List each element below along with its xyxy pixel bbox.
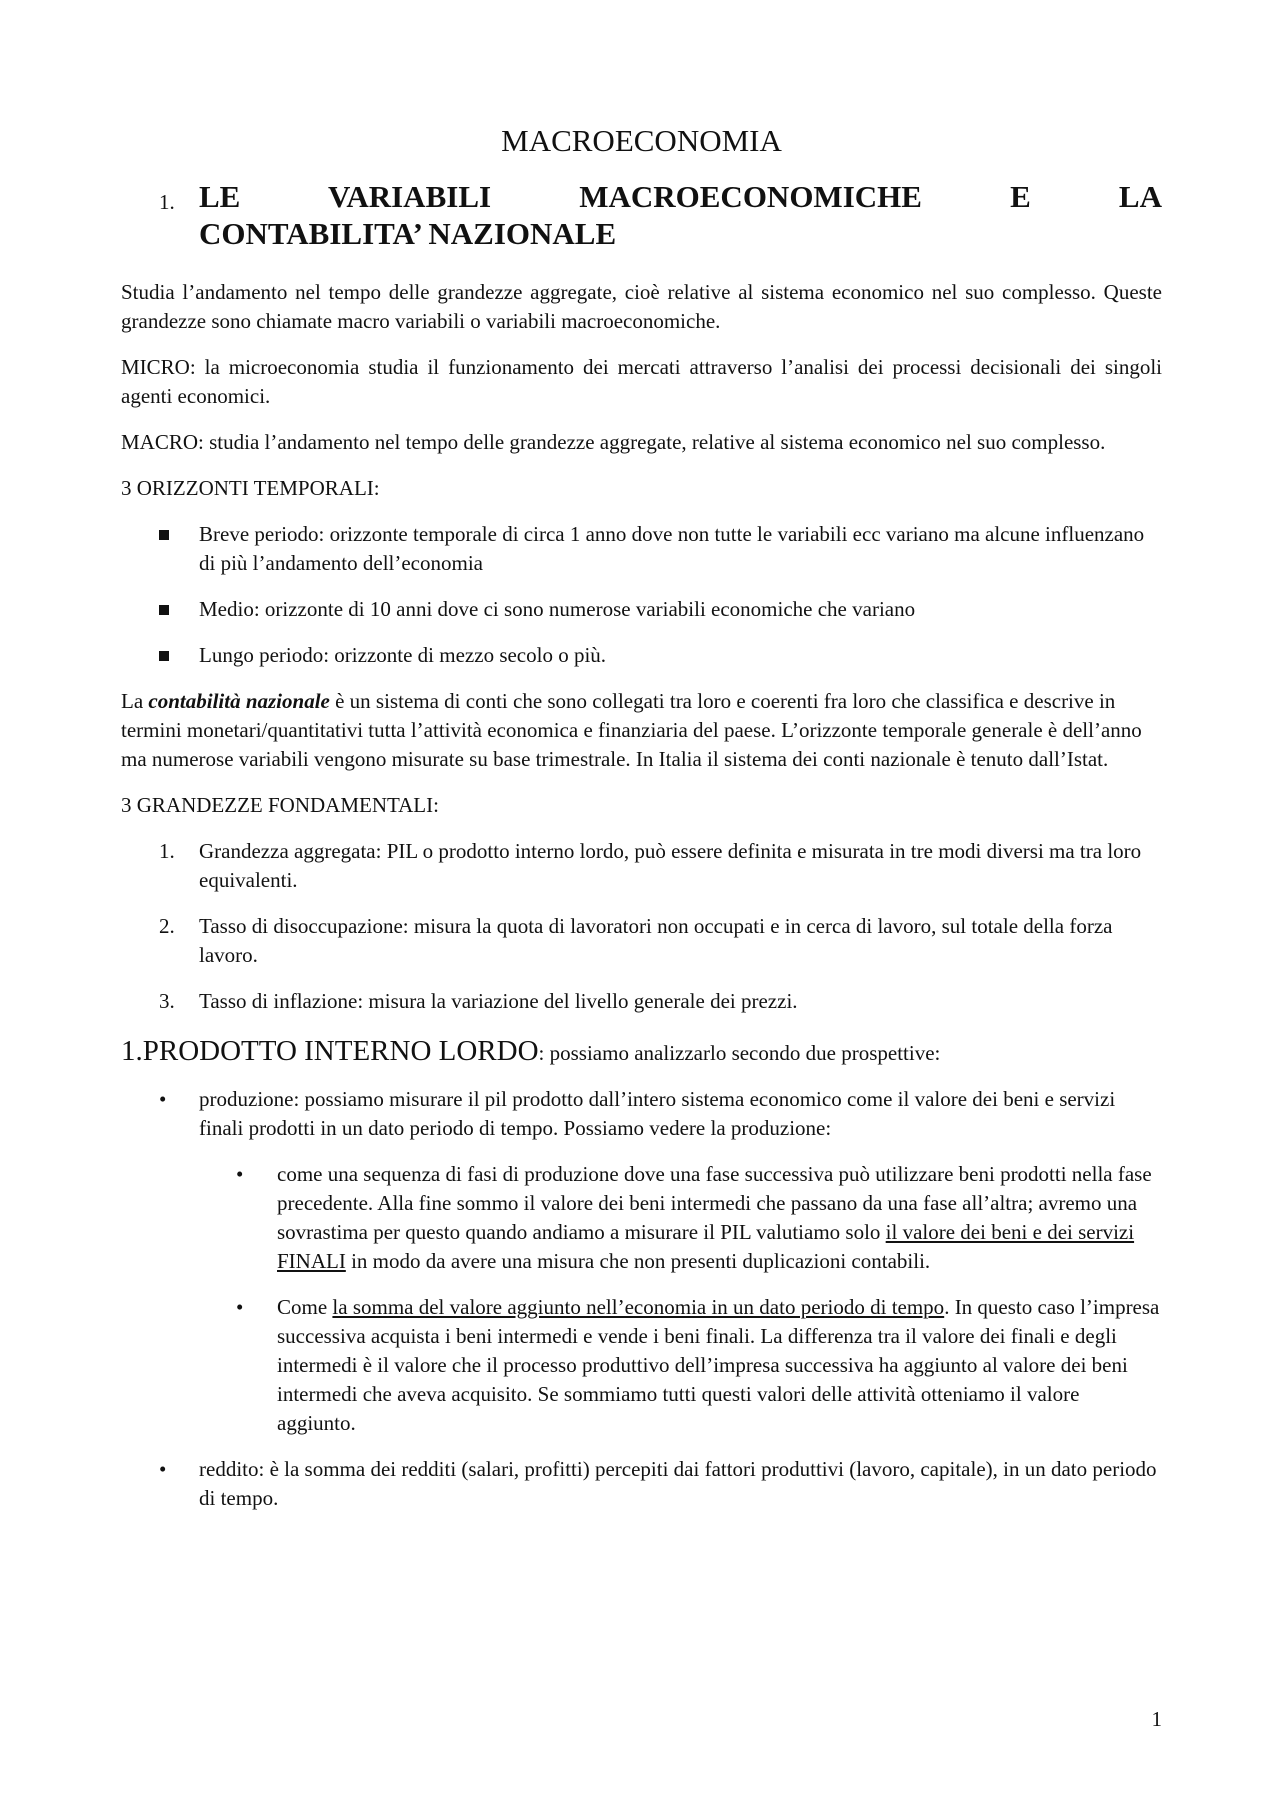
list-item [121,520,1162,578]
list-item-text: Medio: orizzonte di 10 anni dove ci sono numerose variabili economiche che variano [199,597,916,621]
grandezze-title: 3 GRANDEZZE FONDAMENTALI: [121,793,439,817]
document-body [121,278,1162,1530]
list-number: 3. [159,989,175,1013]
bullet-icon: • [236,1295,244,1319]
chapter-heading-line-2: CONTABILITA’ NAZIONALE [199,216,617,251]
list-item-text: produzione: possiamo misurare il pil prodotto dall’intero sistema economico come il valore dei beni e servizi finali prodotti in un dato periodo di tempo. Possiamo vedere la produzione: [199,1087,1116,1140]
document-title: MACROECONOMIA [501,123,782,158]
orizzonti-title: 3 ORIZZONTI TEMPORALI: [121,476,380,500]
macro-paragraph: MACRO: studia l’andamento nel tempo delle grandezze aggregate, relative al sistema economico nel suo complesso. [121,430,1106,454]
list-item-text: Breve periodo: orizzonte temporale di circa 1 anno dove non tutte le variabili ecc variano ma alcune influenzano di più l’andamento dell’economia [199,522,1145,575]
text-span: come una sequenza di fasi di produzione dove una fase successiva può utilizzare beni prodotti nella fase precedente. Alla fine sommo il valore dei beni intermedi che passano da una fase all’altra; avremo una sovrastima per questo quando andiamo a misurare il PIL valutiamo solo [277,1162,1152,1244]
list-item [121,1455,1162,1513]
list-item [121,1085,1162,1143]
square-bullet-icon [159,605,169,615]
bullet-icon: • [236,1162,244,1186]
chapter-number: 1. [159,190,175,214]
chapter-heading-line-1: LE VARIABILI MACROECONOMICHE E LA [199,179,1162,214]
underlined-text: il valore dei beni e dei servizi FINALI [277,1220,1135,1273]
page-number: 1 [1151,1707,1162,1731]
bullet-icon: • [159,1087,167,1111]
list-item [121,595,1162,624]
list-item-text: reddito: è la somma dei redditi (salari, profitti) percepiti dai fattori produttivi (lavoro, capitale), in un dato periodo di tempo. [199,1457,1157,1510]
list-item [121,641,1162,670]
text-span: Come [277,1295,333,1319]
list-item [121,912,1162,970]
list-item [121,837,1162,895]
sub-list-item [121,1293,1162,1438]
section-heading: 1.PRODOTTO INTERNO LORDO [121,1035,539,1067]
text-span: . In questo caso l’impresa successiva acquista i beni intermedi e vende i beni finali. La differenza tra il valore dei finali e degli intermedi è il valore che il processo produttivo dell’impresa successiva ha aggiunto al valore dei beni intermedi che aveva acquisito. Se sommiamo tutti questi valori delle attività otteniamo il valore aggiunto. [277,1295,1160,1435]
bullet-icon: • [159,1457,167,1481]
chapter-heading [159,178,1162,252]
micro-paragraph: MICRO: la microeconomia studia il funzionamento dei mercati attraverso l’analisi dei processi decisionali dei singoli agenti economici. [121,355,1162,408]
list-item-text: Grandezza aggregata: PIL o prodotto interno lordo, può essere definita e misurata in tre modi diversi ma tra loro equivalenti. [199,839,1142,892]
section-heading-rest: : possiamo analizzarlo secondo due prospettive: [538,1041,941,1065]
text-span: in modo da avere una misura che non presenti duplicazioni contabili. [345,1249,931,1273]
list-number: 2. [159,914,175,938]
square-bullet-icon [159,530,169,540]
list-item-text: Lungo periodo: orizzonte di mezzo secolo o più. [199,643,607,667]
list-item-text: Tasso di disoccupazione: misura la quota di lavoratori non occupati e in cerca di lavoro, sul totale della forza lavoro. [199,914,1113,967]
text-span: La [121,689,149,713]
square-bullet-icon [159,651,169,661]
emphasized-term: contabilità nazionale [148,689,330,713]
sub-list-item [121,1160,1162,1276]
text-span: è un sistema di conti che sono collegati tra loro e coerenti fra loro che classifica e descrive in termini monetari/quantitativi tutta l’attività economica e finanziaria del paese. L’orizzonte temporale generale è dell’anno ma numerose variabili vengono misurate su base trimestrale. In Italia il sistema dei conti nazionale è tenuto dall’Istat. [121,689,1142,771]
list-item-text: Tasso di inflazione: misura la variazione del livello generale dei prezzi. [199,989,798,1013]
pil-heading [121,1033,1162,1071]
underlined-text: la somma del valore aggiunto nell’economia in un dato periodo di tempo [332,1295,945,1319]
list-number: 1. [159,839,175,863]
list-item [121,987,1162,1016]
contabilita-paragraph [121,687,1162,774]
intro-paragraph: Studia l’andamento nel tempo delle grandezze aggregate, cioè relative al sistema economico nel suo complesso. Queste grandezze sono chiamate macro variabili o variabili macroeconomiche. [121,280,1162,333]
